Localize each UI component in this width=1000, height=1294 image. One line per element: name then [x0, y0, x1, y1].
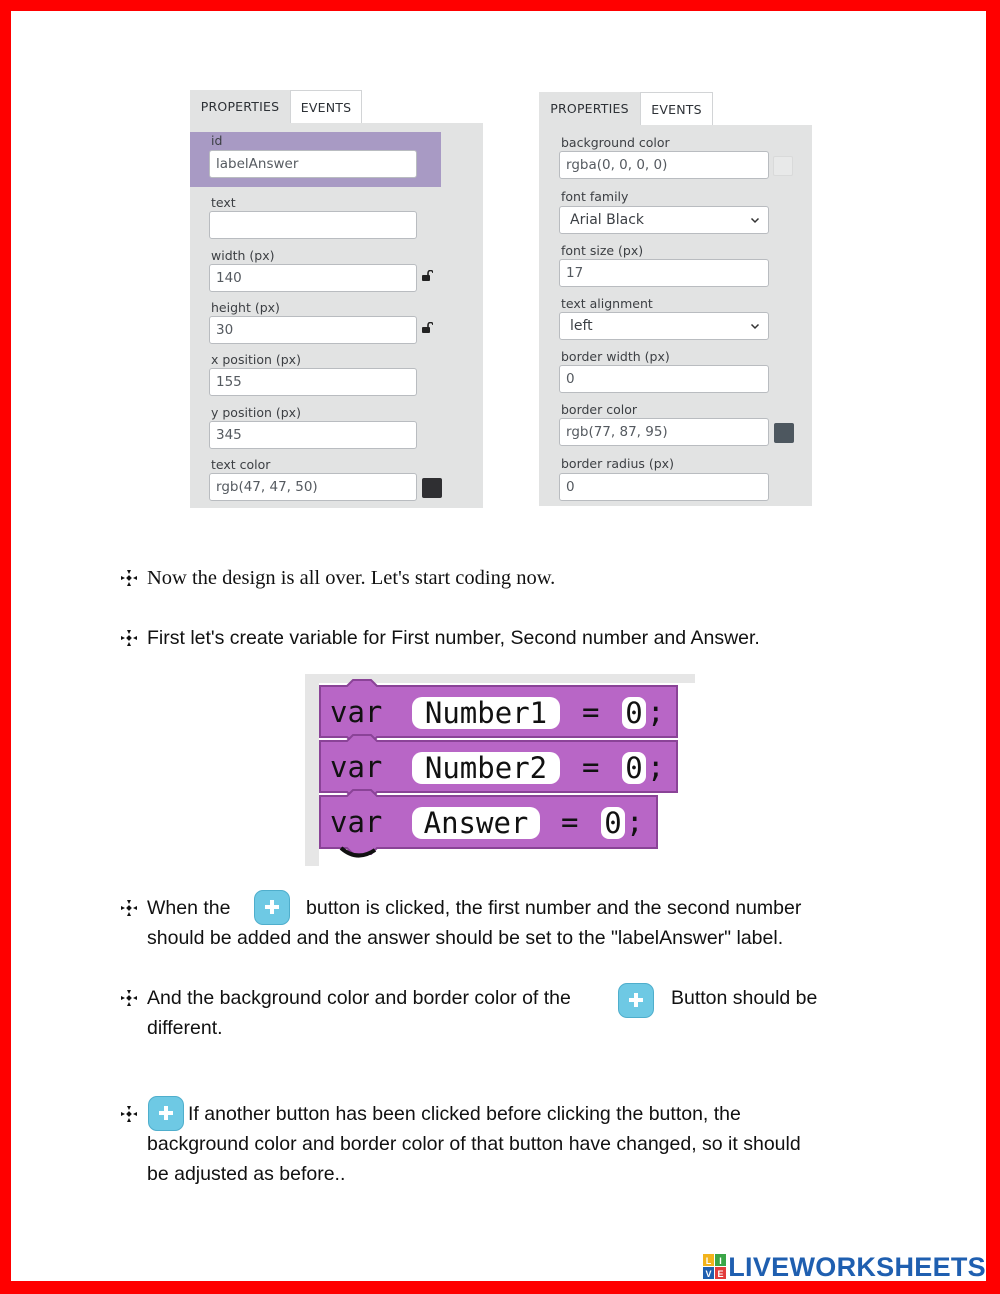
tab-properties[interactable]: PROPERTIES [190, 90, 290, 123]
instruction-5-text-b: background color and border color of that button have changed, so it should [147, 1133, 801, 1155]
semicolon: ; [647, 750, 665, 784]
liveworksheets-logo [703, 1253, 986, 1281]
svg-text:E: E [717, 1269, 724, 1279]
text-color-input[interactable]: rgb(47, 47, 50) [209, 473, 417, 501]
instruction-3-text-b: button is clicked, the first number and the second number [306, 897, 802, 919]
border-radius-label: border radius (px) [561, 456, 674, 471]
variable-name-slot[interactable]: Answer [412, 807, 540, 839]
value-slot[interactable]: 0 [622, 697, 646, 729]
var-keyword: var [330, 695, 383, 729]
svg-text:L: L [706, 1256, 712, 1266]
tab-properties[interactable]: PROPERTIES [539, 92, 640, 125]
width-label: width (px) [211, 248, 275, 263]
value-slot[interactable]: 0 [601, 807, 625, 839]
text-alignment-select[interactable] [559, 312, 769, 340]
text-input[interactable] [209, 211, 417, 239]
background-color-label: background color [561, 135, 670, 150]
properties-panel-right [539, 92, 812, 506]
tab-events[interactable]: EVENTS [290, 90, 362, 123]
live-logo-icon [703, 1254, 727, 1280]
panel-tabs [190, 90, 483, 123]
background-color-input[interactable]: rgba(0, 0, 0, 0) [559, 151, 769, 179]
id-input[interactable]: labelAnswer [209, 150, 417, 178]
instruction-1 [118, 563, 878, 593]
semicolon: ; [626, 805, 644, 839]
instruction-4-text-b: Button should be [671, 987, 818, 1009]
text-label: text [211, 195, 236, 210]
diamond-bullet-icon [118, 983, 140, 1013]
code-workspace [305, 674, 695, 866]
font-family-value: Arial Black [570, 212, 645, 228]
plus-button-image [618, 983, 654, 1018]
panel-tabs [539, 92, 812, 125]
svg-text:I: I [719, 1256, 723, 1266]
plus-button-image [148, 1096, 184, 1131]
font-size-input[interactable]: 17 [559, 259, 769, 287]
id-label: id [211, 133, 223, 148]
instruction-3-text-a: When the [147, 897, 231, 919]
plus-icon [157, 1104, 175, 1122]
border-color-label: border color [561, 402, 638, 417]
instruction-3 [118, 893, 878, 953]
border-radius-input[interactable]: 0 [559, 473, 769, 501]
unlock-icon[interactable] [421, 270, 433, 282]
instruction-4-text-a: And the background color and border color of the [147, 987, 571, 1009]
brand-name: LIVEWORKSHEETS [728, 1251, 986, 1282]
equals-operator: = [582, 695, 600, 729]
border-color-swatch[interactable] [774, 423, 794, 443]
properties-panel-left [190, 90, 483, 508]
diamond-bullet-icon [118, 1099, 140, 1129]
y-position-input[interactable]: 345 [209, 421, 417, 449]
var-keyword: var [330, 750, 383, 784]
x-position-label: x position (px) [211, 352, 301, 367]
variable-name-slot[interactable]: Number2 [412, 752, 560, 784]
instruction-2 [118, 623, 878, 653]
text-color-label: text color [211, 457, 271, 472]
font-size-label: font size (px) [561, 243, 644, 258]
x-position-input[interactable]: 155 [209, 368, 417, 396]
border-width-label: border width (px) [561, 349, 670, 364]
background-color-swatch[interactable] [773, 156, 793, 176]
semicolon: ; [647, 695, 665, 729]
height-input[interactable]: 30 [209, 316, 417, 344]
equals-operator: = [561, 805, 579, 839]
plus-icon [627, 991, 645, 1009]
chevron-down-icon [749, 214, 761, 226]
svg-text:V: V [705, 1269, 712, 1279]
border-width-input[interactable]: 0 [559, 365, 769, 393]
text-color-swatch[interactable] [422, 478, 442, 498]
diamond-bullet-icon [118, 563, 140, 593]
unlock-icon[interactable] [421, 322, 433, 334]
font-family-select[interactable] [559, 206, 769, 234]
font-family-label: font family [561, 189, 629, 204]
value-slot[interactable]: 0 [622, 752, 646, 784]
instruction-5-text-c: be adjusted as before.. [147, 1163, 346, 1185]
instruction-4-text-c: different. [147, 1017, 223, 1039]
width-input[interactable]: 140 [209, 264, 417, 292]
text-alignment-label: text alignment [561, 296, 653, 311]
var-keyword: var [330, 805, 383, 839]
instruction-5-text-a: If another button has been clicked before clicking the button, the [188, 1103, 741, 1125]
equals-operator: = [582, 750, 600, 784]
instruction-5 [118, 1099, 878, 1189]
variable-name-slot[interactable]: Number1 [412, 697, 560, 729]
height-label: height (px) [211, 300, 280, 315]
y-position-label: y position (px) [211, 405, 301, 420]
instruction-4 [118, 983, 878, 1043]
instruction-2-text: First let's create variable for First number, Second number and Answer. [147, 627, 760, 649]
chevron-down-icon [749, 320, 761, 332]
tab-events[interactable]: EVENTS [640, 92, 713, 125]
instruction-1-text: Now the design is all over. Let's start coding now. [147, 567, 556, 589]
text-alignment-value: left [570, 318, 593, 334]
plus-button-image [254, 890, 290, 925]
diamond-bullet-icon [118, 623, 140, 653]
plus-icon [263, 898, 281, 916]
border-color-input[interactable]: rgb(77, 87, 95) [559, 418, 769, 446]
instruction-3-text-c: should be added and the answer should be set to the "labelAnswer" label. [147, 927, 784, 949]
diamond-bullet-icon [118, 893, 140, 923]
